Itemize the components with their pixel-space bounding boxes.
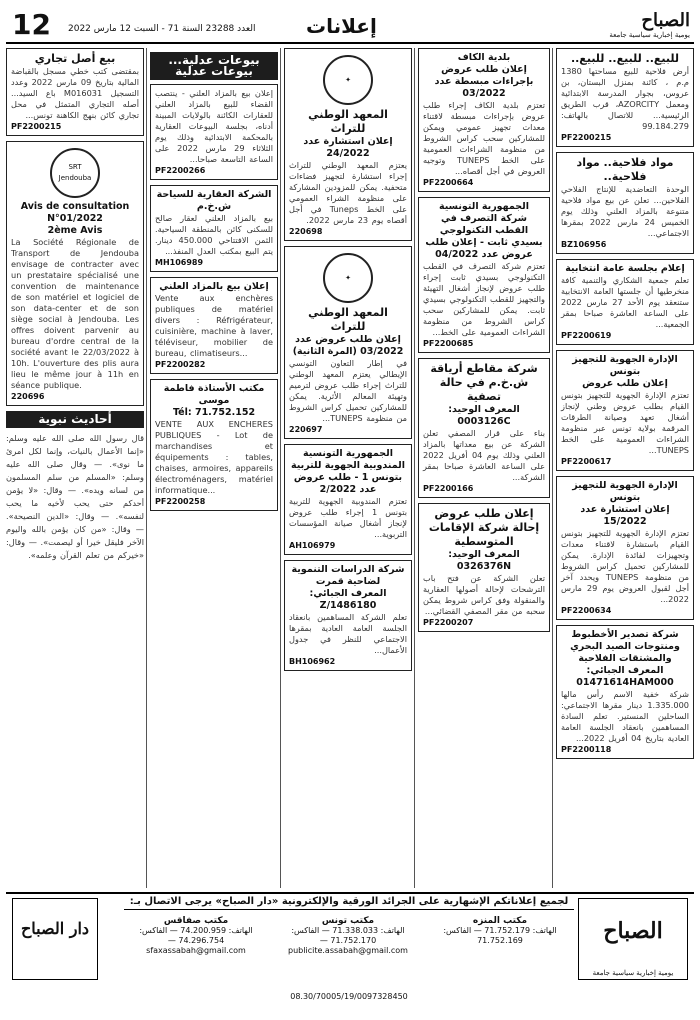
ad-bailiff-auction	[150, 379, 278, 511]
ad-ref: MH106989	[155, 258, 204, 267]
ad-text: تعتزم المندوبية الجهوية للتربية بتونس 1 إجراء طلب عروض لإنجاز أشغال صيانة المؤسسات التربوية...	[289, 496, 407, 539]
ad-agri-materials	[556, 152, 694, 254]
column-divider	[552, 48, 553, 888]
ad-ref: PF2200166	[423, 484, 474, 493]
transport-company-logo-icon: SRT Jendouba	[50, 148, 100, 198]
footer-logo-tagline: يومية إخبارية سياسية جامعة	[592, 969, 674, 977]
ad-ref: PF2200207	[423, 618, 474, 627]
ad-ref: BH106962	[289, 657, 336, 666]
ad-ref: 220697	[289, 425, 323, 434]
footer-logo	[578, 898, 688, 980]
ad-subtitle: إعلان استشارة عدد 15/2022	[580, 504, 670, 527]
ad-title: للبيع.. للبيع.. للبيع..	[570, 52, 680, 65]
page-footer	[6, 892, 694, 1014]
ad-ref: PF2200619	[561, 331, 612, 340]
office-contact: الهاتف: 74.200.959 — الفاكس: 74.296.754 — sfaxassabah@gmail.com	[139, 926, 253, 955]
ad-text: تعلم جمعية الشكاري والتنمية كافة منخرطيها أن جلستها العامة الانتخابية ستنعقد يوم الأحد 27 مارس 2022 على الساعة العاشرة صباحا بمقر الجمعية...	[561, 275, 689, 329]
ad-text: VENTE AUX ENCHERES PUBLIQUES - Lot de marchandises et équipements : tables, chaises, armoires, appareils électroménagers, matériel informatique...	[155, 419, 273, 495]
ad-education-tender	[284, 444, 412, 555]
ad-octopus-company	[556, 625, 694, 759]
ad-residences-transfer	[418, 503, 550, 632]
ad-text: تعلن الشركة عن فتح باب الترشحات لإحالة أصولها العقارية والمنقولة وفق كراس شروط يمكن سحبه من مقر المصفي القضائي...	[423, 573, 545, 616]
ad-title: إعلان طلب عروض إحالة شركة الإقامات المتوسطية	[428, 507, 540, 548]
office-menzah	[426, 916, 574, 946]
newspaper-page	[6, 8, 694, 1012]
ad-text: تعتزم بلدية الكاف إجراء طلب عروض بإجراءات مبسطة لاقتناء معدات تجهيز عمومي ويمكن للمشاركين سحب كراس الشروط من منظومة الشراءات العمومية على الخط TUNEPS وتوجيه العروض في أجل أقصاه...	[423, 100, 545, 176]
office-sfax	[122, 916, 270, 956]
ad-title: الجمهورية التونسية	[303, 448, 393, 459]
ad-quarry-liquidation	[418, 358, 550, 498]
ad-text: الوحدة التعاضدية للإنتاج الفلاحي الفلاحين... تعلن عن بيع مواد فلاحية متنوعة بالمزاد العلني وذلك يوم الخميس 24 مارس 2022 بمقرها الاجتماعي...	[561, 184, 689, 238]
ad-text: تعتزم شركة التصرف في القطب التكنولوجي بسيدي ثابت إجراء طلب عروض لإنجاز أشغال التهيئة والتجهيز للقطب التكنولوجي بسيدي ثابت. يمكن للمشاركين سحب كراس الشروط من منظومة الشراءات العمومية على الخط...	[423, 261, 545, 337]
institution-seal-icon: ✦	[323, 253, 373, 303]
ad-subtitle: إعلان طلب عروض عدد 03/2022 (المرة الثانية)	[292, 334, 404, 357]
ad-kef-municipality	[418, 48, 550, 192]
page-header	[6, 8, 694, 44]
ad-ref: PF2200215	[561, 133, 612, 142]
ad-title: المعهد الوطني للتراث	[308, 108, 388, 135]
ad-text: إعلان بيع بالمزاد العلني - ينتصب القضاء للبيع بالمزاد العلني للعقارات الكائنة بالولايات المبينة أدناه، بجلسة البيوعات العقارية بالمحكمة الابتدائية وذلك يوم الثلاثاء 29 مارس 2022 على الساعة التاسعة صباحا...	[155, 88, 273, 164]
ad-text: بناء على قرار المصفي تعلن الشركة عن بيع معداتها بالمزاد العلني وذلك يوم 04 أفريل 2022 على الساعة العاشرة صباحا بمقر الشركة...	[423, 428, 546, 482]
masthead-logo	[609, 10, 690, 39]
ad-title: بلدية الكاف	[457, 52, 511, 63]
column-1	[556, 48, 694, 888]
judicial-sales-banner: بيوعات عدلية... بيوعات عدلية	[150, 52, 278, 80]
ad-heritage-consultation	[284, 48, 412, 241]
ad-ref: PF2200617	[561, 457, 612, 466]
ad-ref: 220698	[289, 227, 323, 236]
ad-ref: PF2200215	[11, 122, 62, 131]
ad-title: Avis de consultation N°01/2022	[20, 201, 130, 224]
ad-equipment-tender	[556, 350, 694, 471]
column-divider	[280, 48, 281, 888]
ad-subtitle: المعرف الجبائي: 1486180/Z	[309, 588, 387, 611]
ad-subtitle: المعرف الجبائي: 01471614HAM000	[576, 665, 674, 688]
ad-text: تعتزم الإدارة الجهوية للتجهيز بتونس القيام باستشارة لاقتناء معدات وتجهيزات لفائدة الإدارة. يمكن للمشاركين تحميل كراس الشروط من منظومة TUNEPS ويحدد آخر أجل لقبول العروض يوم 29 مارس 2022...	[561, 528, 689, 604]
ad-title: الجمهورية التونسية	[439, 201, 529, 212]
footer-bottom-line: 08.30/70005/19/0097328450	[290, 992, 408, 1001]
ad-techno-pole	[418, 197, 550, 353]
ad-ref: PF2200118	[561, 745, 612, 754]
ad-title: شركة تصدير الأخطبوط ومنتوجات الصيد البحري والمشتقات الفلاحية	[570, 629, 680, 664]
ad-text: La Société Régionale de Transport de Jendouba envisage de contracter avec un prestataire spécialisé une convention de maintenance de son matériel et logiciel de son data-center et de son siège social à Jendouba. Les offres doivent parvenir au bureau d'ordre central de la société avant le 22/03/2022 à 10h. L'ouverture des plis aura lieu le même jour à 11h en séance publique.	[11, 237, 139, 390]
ad-title: المعهد الوطني للتراث	[308, 306, 388, 333]
ad-subtitle: شركة التصرف في القطب التكنولوجي بسيدي ثابت - إعلان طلب عروض عدد 04/2022	[425, 213, 543, 260]
ad-auction-goods	[150, 277, 278, 374]
office-contact: الهاتف: 71.752.179 — الفاكس: 71.752.169	[443, 926, 557, 945]
ad-text: يعتزم المعهد الوطني للتراث إجراء استشارة لتجهيز فضاءات متحفية. يمكن للمزودين المشاركة على منظومة الشراء العمومي على الخط Tuneps في أجل أقصاه يوم 23 مارس 2022.	[289, 160, 408, 225]
ad-title: الإدارة الجهوية للتجهيز بتونس	[572, 354, 678, 377]
issue-info: العدد 23288 السنة 71 - السبت 12 مارس 2022	[68, 24, 256, 34]
ad-text: تعتزم الإدارة الجهوية للتجهيز بتونس القيام بطلب عروض وطني لإنجاز أشغال تعهد وصيانة الطرقات المرقمة بولاية تونس عبر منظومة الشراءات العمومية على الخط TUNEPS...	[561, 390, 689, 455]
ad-title: الإدارة الجهوية للتجهيز بتونس	[572, 480, 678, 503]
ad-title: شركة الدراسات التنموية لضاحية قمرت	[291, 564, 405, 587]
ad-title: شركة مقاطع أرياقة ش.خ.م في حالة تصفية	[430, 362, 538, 403]
column-3	[284, 48, 412, 888]
hadith-banner: أحاديث نبوية	[6, 411, 144, 428]
ad-text: في إطار التعاون التونسي الإيطالي يعتزم المعهد الوطني للتراث إجراء طلب عروض لترميم وتهيئة المعالم الأثرية. يمكن للمشاركين تحميل كراس الشروط من منظومة TUNEPS...	[289, 358, 407, 423]
logo-tagline: يومية إخبارية سياسية جامعة	[609, 31, 690, 39]
ad-ref: PF2200634	[561, 606, 612, 615]
ad-title: الشركة العقارية للسياحة ش.خ.م	[156, 189, 272, 212]
office-title: مكتب تونس	[321, 916, 375, 926]
ad-ref: PF2200266	[155, 166, 206, 175]
ad-text: تعلم الشركة المساهمين بانعقاد الجلسة العامة العادية بمقرها الاجتماعي للنظر في جدول الأعمال...	[289, 612, 407, 655]
ad-subtitle: إعلان استشارة عدد 24/2022	[303, 136, 393, 159]
office-tunis	[274, 916, 422, 956]
ad-ref: 220696	[11, 392, 45, 401]
ad-subtitle: المعرف الوحيد: 0003126C	[448, 404, 520, 427]
ad-general-assembly	[556, 259, 694, 345]
ad-subtitle: إعلان طلب عروض	[582, 378, 668, 389]
column-2	[418, 48, 550, 888]
ad-title: إعلان بيع بالمزاد العلني	[159, 281, 269, 292]
section-title: إعلانات	[306, 14, 377, 38]
logo-text: الصباح	[641, 10, 690, 31]
ad-land-sale	[556, 48, 694, 147]
ad-ref: PF2200685	[423, 339, 474, 348]
page-number: 12	[12, 8, 51, 41]
dar-assabah-logo: دار الصباح	[12, 898, 98, 980]
column-5	[6, 48, 144, 888]
ad-subtitle: إعلان طلب عروض بإجراءات مبسطة عدد 03/2022	[434, 64, 534, 99]
footer-logo-text: الصباح	[603, 918, 663, 944]
hadith-text: قال رسول الله صلى الله عليه وسلم: «إنما الأعمال بالنيات، وإنما لكل امرئ ما نوى». — وقال صلى الله عليه وسلم: «المسلم من سلم المسلمون من لسانه ويده». — وقال: «لا يؤمن أحدكم حتى يحب لأخيه ما يحب لنفسه». — وقال: «الدين النصيحة». — وقال: «من كان يؤمن بالله واليوم الآخر فليقل خيرا أو ليصمت». — وقال: «خيركم من تعلم القرآن وعلمه».	[6, 433, 144, 560]
office-title: مكتب صفاقس	[163, 916, 229, 926]
ad-consultation-notice	[6, 141, 144, 406]
column-4	[150, 48, 278, 888]
ad-ref: PF2200258	[155, 497, 206, 506]
ad-text: شركة خفية الاسم رأس مالها 1.335.000 دينار مقرها الاجتماعي: الساحلين المنستير. تعلم السادة المساهمين بانعقاد الجلسة العامة العادية بتاريخ 04 أفريل 2022...	[561, 689, 689, 743]
ad-title: مكتب الأستاذة فاطمة موسى	[163, 383, 265, 406]
ad-ref: BZ106956	[561, 240, 607, 249]
ad-subtitle: Tél: 71.752.152	[172, 407, 256, 418]
ad-text: Vente aux enchères publiques de matériel divers : Réfrigérateur, cuisinière, machine à laver, téléviseur, mobilier de bureau, climatiseurs...	[155, 293, 273, 358]
office-title: مكتب المنزه	[472, 916, 528, 926]
ad-title: بيع أصل تجاري	[34, 52, 116, 65]
ad-title: إعلام بجلسة عامة انتخابية	[565, 263, 685, 274]
ad-text: بمقتضى كتب خطي مسجل بالقباضة المالية بتاريخ 09 مارس 2022 وعدد التسجيل M016031 باع السيد... أصله التجاري المتمثل في محل تجاري كائن بنهج الكاهنة تونس...	[11, 66, 140, 120]
ad-subtitle: المندوبية الجهوية للتربية بتونس 1 - طلب عروض عدد 2/2022	[291, 460, 405, 495]
ad-real-estate-sale	[150, 185, 278, 272]
column-divider	[414, 48, 415, 888]
footer-headline: لجميع إعلاناتكم الإشهارية على الجرائد الورقية والإلكترونية «دار الصباح» يرجى الاتصال بـ:	[124, 896, 574, 910]
ad-heritage-tender	[284, 246, 412, 439]
ad-judicial-sale	[150, 84, 278, 180]
ad-title: مواد فلاحية.. مواد فلاحية..	[576, 156, 674, 183]
ad-ref: PF2200664	[423, 178, 474, 187]
ad-subtitle: المعرف الوحيد: 0326376N	[448, 549, 520, 572]
ad-equipment-consultation	[556, 476, 694, 620]
institution-seal-icon: ✦	[323, 55, 373, 105]
ad-subtitle: 2ème Avis	[47, 225, 103, 236]
ad-text: أرض فلاحية للبيع مساحتها 1380 م.م ، كائنة بمنزل البستان، بن عروس، بجوار المدرسة الابتدائية ومعمل AZORCITY، قرب الطريق الرئيسية... للاتصال بالهاتف: 99.184.279	[561, 66, 689, 131]
ad-ref: PF2200282	[155, 360, 206, 369]
column-divider	[146, 48, 147, 888]
ad-text: بيع بالمزاد العلني لعقار صالح للسكنى كائن بالمنطقة السياحية. الثمن الافتتاحي 450.000 دينار. يتم البيع بمكتب العدل المنفذ...	[155, 213, 273, 256]
ad-gammarth-company	[284, 560, 412, 671]
office-contact: الهاتف: 71.338.033 — الفاكس: 71.752.170 — publicite.assabah@gmail.com	[288, 926, 408, 955]
ad-business-sale	[6, 48, 144, 136]
ad-ref: AH106979	[289, 541, 336, 550]
